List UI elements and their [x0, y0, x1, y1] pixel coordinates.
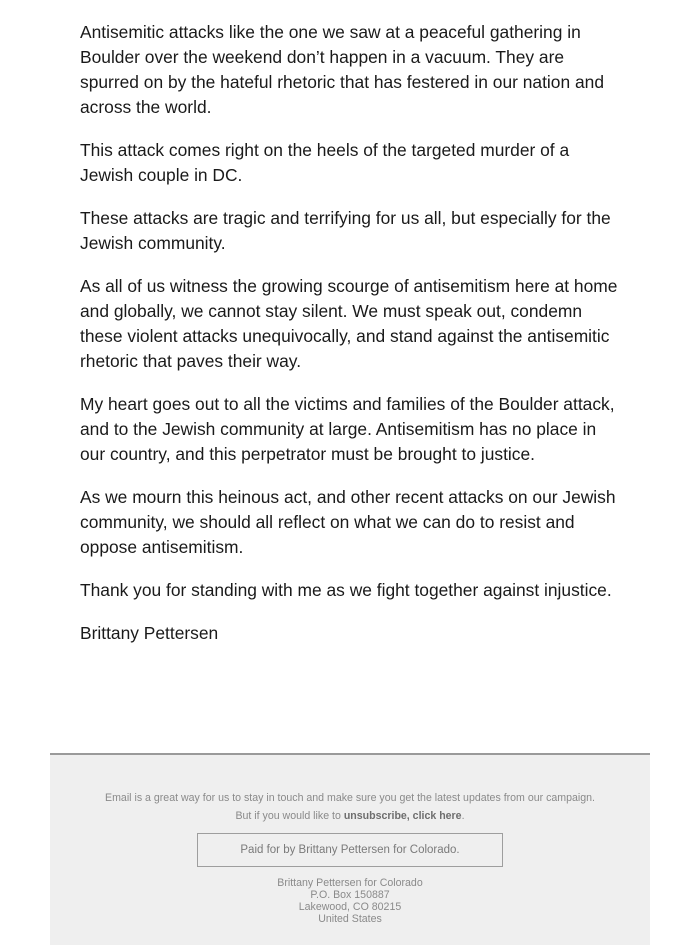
- footer-note: [50, 789, 650, 825]
- body-paragraph: My heart goes out to all the victims and families of the Boulder attack, and to the Jewish community at large. Antisemitism has no place in our country, and this perpetrator must be brought to justice.: [80, 394, 615, 464]
- body-paragraph: Antisemitic attacks like the one we saw at a peaceful gathering in Boulder over the weekend don’t happen in a vacuum. They are spurred on by the hateful rhetoric that has festered in our nation and across the world.: [80, 22, 604, 117]
- email-body: [80, 20, 625, 664]
- body-paragraph: Thank you for standing with me as we fight together against injustice.: [80, 580, 612, 600]
- body-paragraph: As we mourn this heinous act, and other recent attacks on our Jewish community, we should all reflect on what we can do to resist and oppose antisemitism.: [80, 487, 616, 557]
- address-org: Brittany Pettersen for Colorado: [277, 877, 423, 889]
- footer-note-prefix: But if you would like to: [235, 810, 344, 822]
- unsubscribe-link[interactable]: unsubscribe, click here: [343, 810, 462, 822]
- body-paragraph: This attack comes right on the heels of the targeted murder of a Jewish couple in DC.: [80, 140, 570, 185]
- address-po-box: P.O. Box 150887: [310, 889, 390, 901]
- footer-note-line-2: [50, 807, 650, 825]
- signature: Brittany Pettersen: [80, 623, 219, 643]
- mailing-address: [50, 877, 650, 925]
- body-paragraph: These attacks are tragic and terrifying for us all, but especially for the Jewish community.: [80, 208, 611, 253]
- address-country: United States: [318, 913, 382, 925]
- body-paragraph: As all of us witness the growing scourge of antisemitism here at home and globally, we cannot stay silent. We must speak out, condemn these violent attacks unequivocally, and stand against the antisemitic rhetoric that paves their way.: [80, 276, 618, 371]
- footer-note-line-1: Email is a great way for us to stay in touch and make sure you get the latest updates from our campaign.: [105, 792, 595, 804]
- email-footer: [50, 753, 650, 945]
- address-city: Lakewood, CO 80215: [298, 901, 402, 913]
- paid-for-disclaimer: Paid for by Brittany Pettersen for Colorado.: [197, 833, 503, 867]
- footer-note-suffix: .: [461, 810, 465, 822]
